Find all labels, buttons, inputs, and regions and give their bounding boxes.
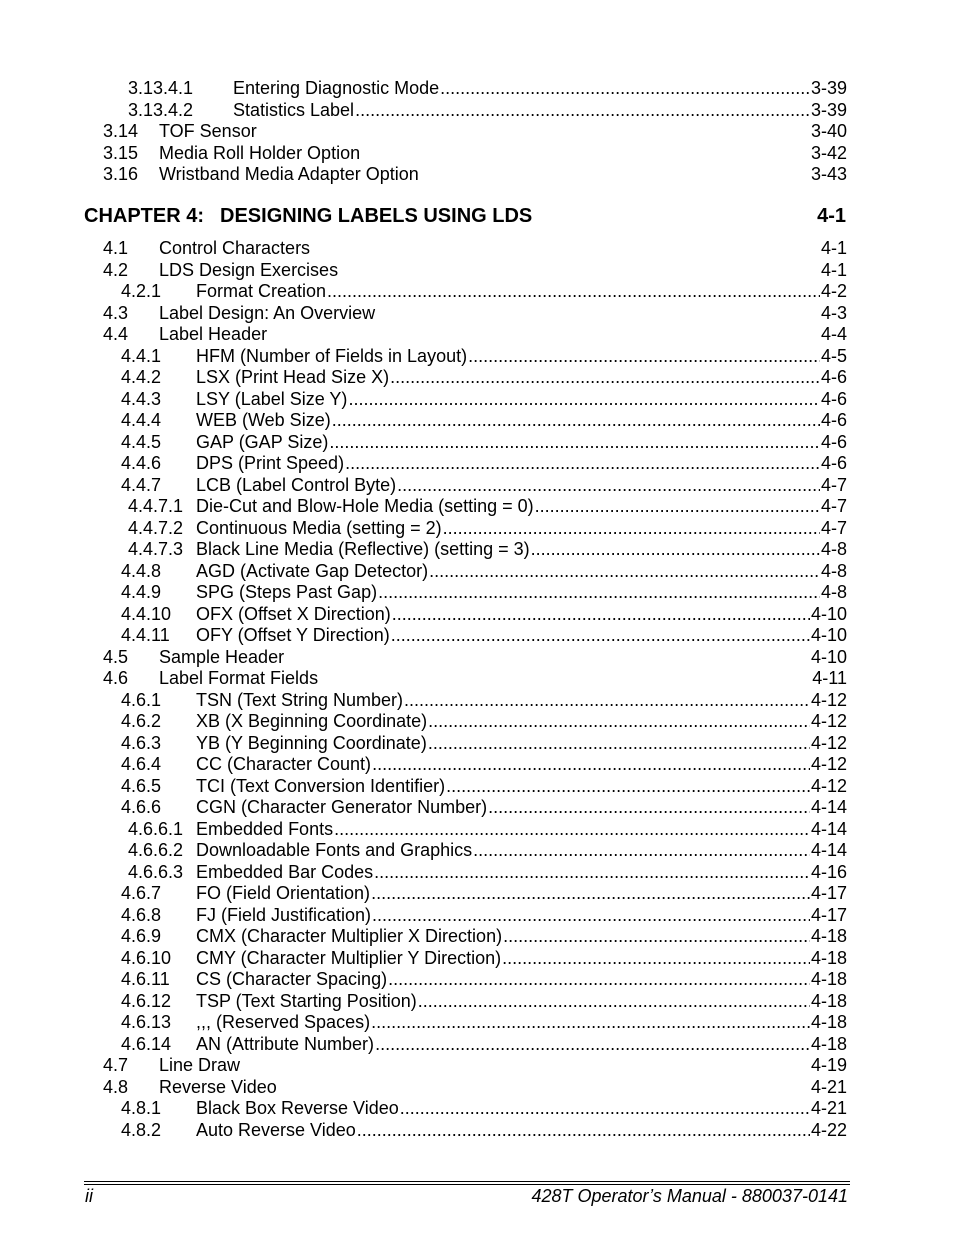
toc-entry-title: WEB (Web Size) bbox=[196, 410, 331, 430]
toc-entry-page: 4-4 bbox=[820, 324, 847, 344]
toc-entry-page: 3-39 bbox=[810, 99, 847, 120]
toc-entry-page: 4-18 bbox=[810, 990, 847, 1011]
toc-entry-number: 4.6.4 bbox=[121, 754, 162, 774]
dot-leader bbox=[371, 1012, 810, 1033]
toc-entry[interactable] bbox=[121, 410, 847, 431]
toc-entry-number: 4.6.3 bbox=[121, 732, 162, 753]
toc-entry[interactable] bbox=[121, 582, 847, 603]
toc-entry-page: 4-12 bbox=[810, 754, 847, 774]
footer-page-number: ii bbox=[85, 1186, 93, 1206]
toc-entry-title: Wristband Media Adapter Option bbox=[159, 164, 419, 184]
toc-entry-page: 4-18 bbox=[810, 969, 847, 989]
toc-entry-title: CS (Character Spacing) bbox=[196, 969, 388, 989]
toc-entry-page: 4-1 bbox=[820, 259, 847, 280]
toc-entry-title: Continuous Media (setting = 2) bbox=[196, 517, 442, 538]
toc-entry-title: Label Design: An Overview bbox=[159, 302, 376, 323]
toc-entry-title: FJ (Field Justification) bbox=[196, 904, 372, 925]
toc-entry-title: Line Draw bbox=[159, 1055, 241, 1075]
dot-leader bbox=[428, 711, 810, 732]
dot-leader bbox=[503, 926, 810, 947]
toc-entry[interactable] bbox=[121, 432, 847, 453]
toc-entry-number: 4.6.10 bbox=[121, 947, 172, 968]
toc-entry[interactable] bbox=[121, 346, 847, 367]
toc-entry-number: 4.4.3 bbox=[121, 388, 162, 409]
dot-leader bbox=[327, 281, 820, 302]
toc-entry[interactable] bbox=[103, 647, 847, 668]
toc-entry-page: 4-18 bbox=[810, 1012, 847, 1032]
toc-entry[interactable] bbox=[103, 668, 847, 689]
dot-leader bbox=[392, 604, 810, 625]
dot-leader bbox=[357, 1120, 810, 1141]
dot-leader bbox=[345, 453, 820, 474]
toc-entry-number: 4.4.7.1 bbox=[128, 496, 184, 516]
toc-entry-page: 4-6 bbox=[820, 388, 847, 409]
toc-entry-title: Label Header bbox=[159, 324, 268, 344]
toc-entry-page: 4-14 bbox=[810, 818, 847, 839]
toc-entry[interactable] bbox=[121, 711, 847, 732]
toc-entry-number: 4.1 bbox=[103, 238, 129, 258]
chapter-title: DESIGNING LABELS USING LDS bbox=[220, 205, 533, 227]
toc-entry[interactable] bbox=[121, 926, 847, 947]
footer-rule bbox=[84, 1181, 850, 1185]
toc-entry-page: 4-6 bbox=[820, 453, 847, 473]
dot-leader bbox=[429, 561, 820, 582]
toc-entry-title: CMX (Character Multiplier X Direction) bbox=[196, 926, 503, 946]
toc-entry-number: 4.6.6.1 bbox=[128, 818, 184, 839]
toc-entry-number: 4.4 bbox=[103, 324, 129, 344]
dot-leader bbox=[446, 776, 810, 797]
toc-entry-number: 3.15 bbox=[103, 142, 139, 163]
toc-entry[interactable] bbox=[121, 948, 847, 969]
toc-entry-title: Auto Reverse Video bbox=[196, 1119, 356, 1140]
dot-leader bbox=[428, 733, 810, 754]
toc-entry[interactable] bbox=[128, 840, 847, 861]
dot-leader bbox=[391, 625, 810, 646]
toc-entry-page: 3-40 bbox=[810, 121, 847, 141]
toc-entry[interactable] bbox=[103, 1055, 847, 1076]
toc-entry-page: 4-14 bbox=[810, 840, 847, 860]
dot-leader bbox=[468, 346, 820, 367]
toc-entry-number: 4.4.7.3 bbox=[128, 539, 184, 559]
toc-entry-title: Statistics Label bbox=[233, 99, 355, 120]
toc-entry-title: Format Creation bbox=[196, 281, 327, 301]
toc-entry[interactable] bbox=[121, 733, 847, 754]
toc-entry[interactable] bbox=[103, 303, 847, 324]
dot-leader bbox=[404, 690, 810, 711]
toc-entry-title: TOF Sensor bbox=[159, 121, 257, 141]
toc-entry-title: TSP (Text Starting Position) bbox=[196, 990, 417, 1011]
toc-entry-number: 4.5 bbox=[103, 646, 129, 667]
toc-entry[interactable] bbox=[103, 324, 847, 345]
toc-entry[interactable] bbox=[121, 969, 847, 990]
toc-entry[interactable] bbox=[128, 862, 847, 883]
toc-entry-page: 4-2 bbox=[820, 281, 847, 301]
toc-entry-number: 4.6.1 bbox=[121, 689, 162, 710]
toc-entry-page: 3-43 bbox=[810, 164, 847, 184]
toc-entry-number: 4.6.5 bbox=[121, 775, 162, 796]
toc-entry[interactable] bbox=[121, 453, 847, 474]
toc-entry-title: LDS Design Exercises bbox=[159, 259, 339, 280]
toc-entry[interactable] bbox=[128, 518, 847, 539]
toc-entry-number: 4.7 bbox=[103, 1055, 129, 1075]
toc-entry-title: Embedded Fonts bbox=[196, 818, 334, 839]
toc-entry-page: 4-6 bbox=[820, 431, 847, 452]
toc-entry[interactable] bbox=[103, 143, 847, 164]
toc-entry[interactable] bbox=[121, 1034, 847, 1055]
toc-entry-title: LSX (Print Head Size X) bbox=[196, 367, 390, 387]
dot-leader bbox=[400, 1098, 810, 1119]
toc-entry[interactable] bbox=[128, 100, 847, 121]
toc-entry-title: Entering Diagnostic Mode bbox=[233, 78, 440, 98]
toc-entry-title: XB (X Beginning Coordinate) bbox=[196, 711, 428, 731]
dot-leader bbox=[531, 539, 820, 560]
toc-entry[interactable] bbox=[121, 690, 847, 711]
toc-entry-title: GAP (GAP Size) bbox=[196, 431, 329, 452]
toc-entry-title: FO (Field Orientation) bbox=[196, 883, 371, 903]
toc-entry-title: Black Box Reverse Video bbox=[196, 1098, 399, 1118]
toc-entry-page: 4-1 bbox=[820, 238, 847, 258]
dot-leader bbox=[329, 432, 820, 453]
dot-leader bbox=[443, 518, 820, 539]
dot-leader bbox=[418, 991, 810, 1012]
toc-entry[interactable] bbox=[121, 1098, 847, 1119]
toc-entry-title: CC (Character Count) bbox=[196, 754, 372, 774]
toc-entry[interactable] bbox=[103, 1077, 847, 1098]
toc-entry[interactable] bbox=[103, 164, 847, 185]
toc-entry-page: 3-39 bbox=[810, 78, 847, 98]
toc-entry-title: Label Format Fields bbox=[159, 668, 319, 688]
toc-entry-page: 4-12 bbox=[810, 775, 847, 796]
toc-entry-page: 4-5 bbox=[820, 345, 847, 366]
toc-entry-title: TSN (Text String Number) bbox=[196, 689, 404, 710]
toc-entry[interactable] bbox=[128, 78, 847, 99]
toc-entry[interactable] bbox=[121, 561, 847, 582]
toc-entry-page: 4-7 bbox=[820, 496, 847, 516]
toc-entry-page: 4-8 bbox=[820, 539, 847, 559]
toc-entry[interactable] bbox=[121, 776, 847, 797]
toc-entry-title: SPG (Steps Past Gap) bbox=[196, 582, 378, 602]
toc-entry-number: 4.6.8 bbox=[121, 904, 162, 925]
dot-leader bbox=[348, 389, 820, 410]
toc-entry-page: 4-21 bbox=[810, 1076, 847, 1097]
toc-entry[interactable] bbox=[121, 883, 847, 904]
toc-entry-page: 4-12 bbox=[810, 689, 847, 710]
toc-entry[interactable] bbox=[121, 797, 847, 818]
toc-entry-number: 4.4.7.2 bbox=[128, 517, 184, 538]
toc-entry-number: 4.2 bbox=[103, 259, 129, 280]
toc-entry-title: LSY (Label Size Y) bbox=[196, 388, 348, 409]
toc-entry-title: TCI (Text Conversion Identifier) bbox=[196, 775, 446, 796]
toc-entry-number: 3.14 bbox=[103, 121, 139, 141]
dot-leader bbox=[440, 78, 810, 99]
toc-entry-number: 4.3 bbox=[103, 302, 129, 323]
toc-entry-number: 4.8 bbox=[103, 1076, 129, 1097]
toc-entry-title: Control Characters bbox=[159, 238, 311, 258]
toc-entry[interactable] bbox=[121, 367, 847, 388]
toc-entry-title: Die-Cut and Blow-Hole Media (setting = 0) bbox=[196, 496, 534, 516]
toc-entry[interactable] bbox=[128, 819, 847, 840]
toc-entry[interactable] bbox=[121, 389, 847, 410]
dot-leader bbox=[502, 948, 810, 969]
toc-entry[interactable] bbox=[121, 754, 847, 775]
toc-entry-title: Media Roll Holder Option bbox=[159, 142, 361, 163]
toc-entry-title: Black Line Media (Reflective) (setting = 3) bbox=[196, 539, 530, 559]
dot-leader bbox=[397, 475, 820, 496]
toc-entry-title: ,,, (Reserved Spaces) bbox=[196, 1012, 371, 1032]
toc-entry-title: YB (Y Beginning Coordinate) bbox=[196, 732, 427, 753]
toc-entry-title: AGD (Activate Gap Detector) bbox=[196, 560, 429, 581]
toc-entry-page: 4-11 bbox=[812, 668, 847, 688]
toc-entry-number: 4.4.8 bbox=[121, 560, 162, 581]
toc-entry[interactable] bbox=[128, 496, 847, 517]
toc-entry-page: 4-6 bbox=[820, 367, 847, 387]
toc-entry-number: 4.6.9 bbox=[121, 926, 162, 946]
toc-entry-title: Embedded Bar Codes bbox=[196, 861, 374, 882]
toc-entry-page: 4-3 bbox=[820, 302, 847, 323]
dot-leader bbox=[332, 410, 820, 431]
toc-entry-page: 4-17 bbox=[810, 904, 847, 925]
toc-entry-number: 4.4.6 bbox=[121, 453, 162, 473]
chapter-page: 4-1 bbox=[817, 205, 846, 227]
toc-entry[interactable] bbox=[121, 604, 847, 625]
toc-entry-page: 3-42 bbox=[810, 142, 847, 163]
dot-leader bbox=[371, 883, 810, 904]
toc-entry[interactable] bbox=[121, 1120, 847, 1141]
dot-leader bbox=[374, 862, 810, 883]
toc-entry-page: 4-10 bbox=[810, 603, 847, 624]
toc-entry-number: 4.4.5 bbox=[121, 431, 162, 452]
toc-entry-page: 4-12 bbox=[810, 711, 847, 731]
toc-entry-number: 4.4.4 bbox=[121, 410, 162, 430]
toc-entry-number: 4.4.1 bbox=[121, 345, 162, 366]
toc-entry-page: 4-10 bbox=[810, 646, 847, 667]
dot-leader bbox=[334, 819, 810, 840]
toc-entry-title: Reverse Video bbox=[159, 1076, 277, 1097]
toc-entry-number: 4.6.7 bbox=[121, 883, 162, 903]
toc-entry-number: 4.4.7 bbox=[121, 474, 162, 495]
toc-entry[interactable] bbox=[121, 281, 847, 302]
toc-entry-page: 4-16 bbox=[810, 861, 847, 882]
dot-leader bbox=[355, 100, 810, 121]
toc-entry-number: 4.8.2 bbox=[121, 1119, 162, 1140]
toc-entry-page: 4-19 bbox=[810, 1055, 847, 1075]
toc-entry-number: 3.13.4.2 bbox=[128, 99, 194, 120]
toc-entry-page: 4-18 bbox=[810, 947, 847, 968]
toc-entry-number: 3.16 bbox=[103, 164, 139, 184]
dot-leader bbox=[488, 797, 810, 818]
toc-entry-page: 4-18 bbox=[810, 926, 847, 946]
dot-leader bbox=[375, 1034, 810, 1055]
dot-leader bbox=[372, 754, 810, 775]
toc-entry-title: AN (Attribute Number) bbox=[196, 1033, 375, 1054]
toc-entry-number: 4.8.1 bbox=[121, 1098, 162, 1118]
chapter-heading bbox=[84, 205, 846, 229]
dot-leader bbox=[473, 840, 810, 861]
dot-leader bbox=[378, 582, 820, 603]
toc-entry-page: 4-21 bbox=[810, 1098, 847, 1118]
footer-manual-title: 428T Operator’s Manual - 880037-0141 bbox=[531, 1186, 848, 1206]
toc-entry-number: 4.6.11 bbox=[121, 969, 170, 989]
toc-entry-title: OFX (Offset X Direction) bbox=[196, 603, 391, 624]
toc-entry-number: 4.6.2 bbox=[121, 711, 162, 731]
toc-entry-page: 4-10 bbox=[810, 625, 847, 645]
toc-entry-number: 4.6.12 bbox=[121, 990, 172, 1011]
toc-entry[interactable] bbox=[103, 121, 847, 142]
toc-entry-page: 4-18 bbox=[810, 1033, 847, 1054]
toc-entry-title: HFM (Number of Fields in Layout) bbox=[196, 345, 468, 366]
toc-entry-title: CMY (Character Multiplier Y Direction) bbox=[196, 947, 502, 968]
toc-entry-page: 4-7 bbox=[820, 474, 847, 495]
toc-entry-page: 4-6 bbox=[820, 410, 847, 430]
toc-entry-number: 4.6.6.2 bbox=[128, 840, 184, 860]
toc-entry-page: 4-17 bbox=[810, 883, 847, 903]
toc-entry-number: 4.2.1 bbox=[121, 281, 162, 301]
dot-leader bbox=[390, 367, 820, 388]
toc-entry-page: 4-12 bbox=[810, 732, 847, 753]
toc-entry[interactable] bbox=[103, 260, 847, 281]
toc-entry-number: 4.4.2 bbox=[121, 367, 162, 387]
toc-entry-number: 4.6.14 bbox=[121, 1033, 172, 1054]
toc-entry-title: CGN (Character Generator Number) bbox=[196, 797, 488, 817]
toc-entry-page: 4-7 bbox=[820, 517, 847, 538]
toc-entry-number: 4.4.11 bbox=[121, 625, 170, 645]
toc-entry-page: 4-8 bbox=[820, 582, 847, 602]
toc-entry[interactable] bbox=[121, 905, 847, 926]
toc-entry-number: 3.13.4.1 bbox=[128, 78, 194, 98]
toc-entry-title: DPS (Print Speed) bbox=[196, 453, 345, 473]
toc-entry-number: 4.6.6 bbox=[121, 797, 162, 817]
dot-leader bbox=[372, 905, 810, 926]
toc-entry[interactable] bbox=[121, 991, 847, 1012]
toc-entry-number: 4.6.6.3 bbox=[128, 861, 184, 882]
dot-leader bbox=[535, 496, 820, 517]
toc-entry-number: 4.4.9 bbox=[121, 582, 162, 602]
toc-entry[interactable] bbox=[121, 475, 847, 496]
toc-entry-title: Downloadable Fonts and Graphics bbox=[196, 840, 473, 860]
toc-entry[interactable] bbox=[103, 238, 847, 259]
toc-entry[interactable] bbox=[121, 625, 847, 646]
chapter-label: CHAPTER 4: bbox=[84, 205, 205, 227]
toc-entry[interactable] bbox=[121, 1012, 847, 1033]
toc-entry-page: 4-22 bbox=[810, 1119, 847, 1140]
toc-entry[interactable] bbox=[128, 539, 847, 560]
toc-entry-number: 4.6.13 bbox=[121, 1012, 172, 1032]
toc-entry-page: 4-14 bbox=[810, 797, 847, 817]
toc-entry-page: 4-8 bbox=[820, 560, 847, 581]
dot-leader bbox=[388, 969, 810, 990]
toc-entry-number: 4.6 bbox=[103, 668, 129, 688]
toc-entry-title: LCB (Label Control Byte) bbox=[196, 474, 397, 495]
toc-entry-title: OFY (Offset Y Direction) bbox=[196, 625, 390, 645]
toc-entry-number: 4.4.10 bbox=[121, 603, 172, 624]
toc-entry-title: Sample Header bbox=[159, 646, 285, 667]
